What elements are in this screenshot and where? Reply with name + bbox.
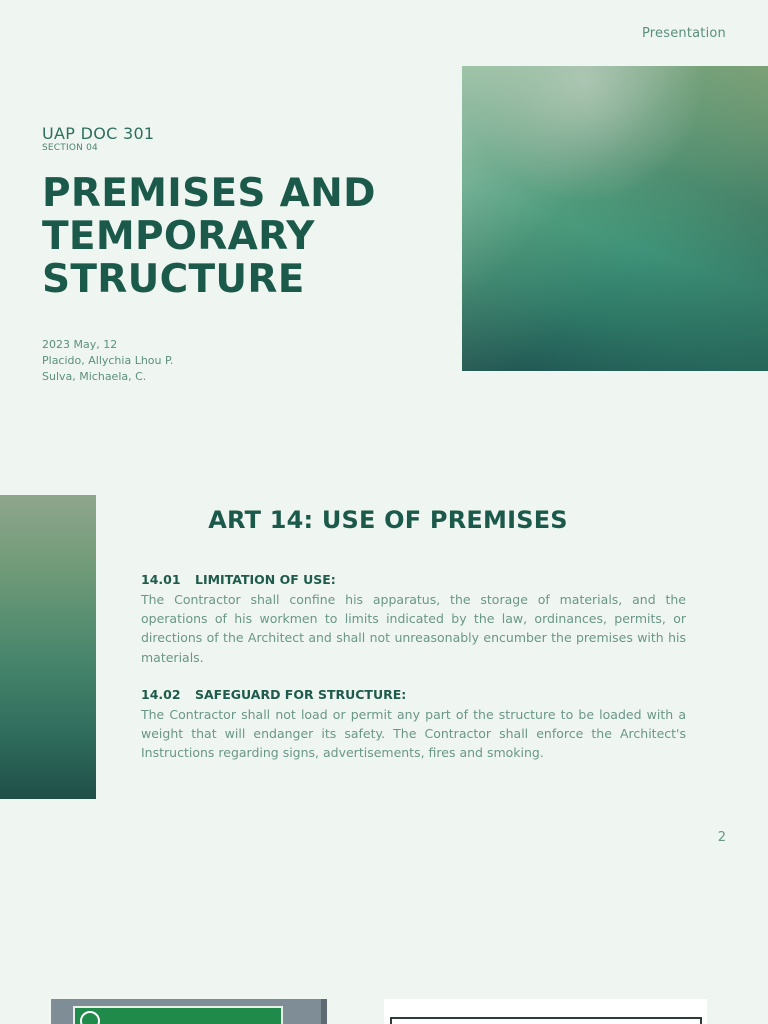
sign-circle-icon — [80, 1011, 100, 1024]
clause-body: The Contractor shall not load or permit any part of the structure to be loaded with a weight that will endanger its safety. The Contractor shall enforce the Architect's Instructions regarding signs, advertisements, fires and smoking. — [141, 707, 686, 761]
sign-post — [321, 999, 327, 1024]
clause-title: SAFEGUARD FOR STRUCTURE: — [195, 687, 407, 702]
section-label: SECTION 04 — [42, 143, 98, 153]
clause-number: 14.01 — [141, 572, 181, 587]
side-gradient-image — [0, 495, 96, 799]
safety-sign — [73, 1006, 283, 1024]
clause-heading — [141, 687, 686, 702]
page-number: 2 — [717, 830, 726, 845]
author-name: Sulva, Michaela, C. — [42, 370, 147, 383]
presentation-label: Presentation — [641, 26, 726, 41]
title-line: TEMPORARY — [42, 214, 315, 259]
article-heading: ART 14: USE OF PREMISES — [208, 506, 568, 534]
course-code: UAP DOC 301 — [42, 124, 155, 143]
clause-title: LIMITATION OF USE: — [195, 572, 336, 587]
clause-14-02 — [141, 687, 686, 763]
title-line: PREMISES AND — [42, 171, 376, 216]
page-title — [42, 172, 442, 301]
clause-heading — [141, 572, 686, 587]
cover-meta — [42, 337, 173, 385]
notice-frame — [390, 1017, 702, 1024]
hero-gradient-image — [462, 66, 768, 371]
author-name: Placido, Allychia Lhou P. — [42, 354, 174, 367]
presentation-date: 2023 May, 12 — [42, 338, 118, 351]
clause-body: The Contractor shall confine his apparatus, the storage of materials, and the operations of his workmen to limits indicated by the law, ordinances, permits, or directions of the Architect and shall not unreasonably encumber the premises with his materials. — [141, 592, 686, 665]
safety-notice-photo — [384, 999, 707, 1024]
clause-14-01 — [141, 572, 686, 667]
site-safety-sign-photo — [51, 999, 327, 1024]
title-line: STRUCTURE — [42, 257, 305, 302]
clause-number: 14.02 — [141, 687, 181, 702]
